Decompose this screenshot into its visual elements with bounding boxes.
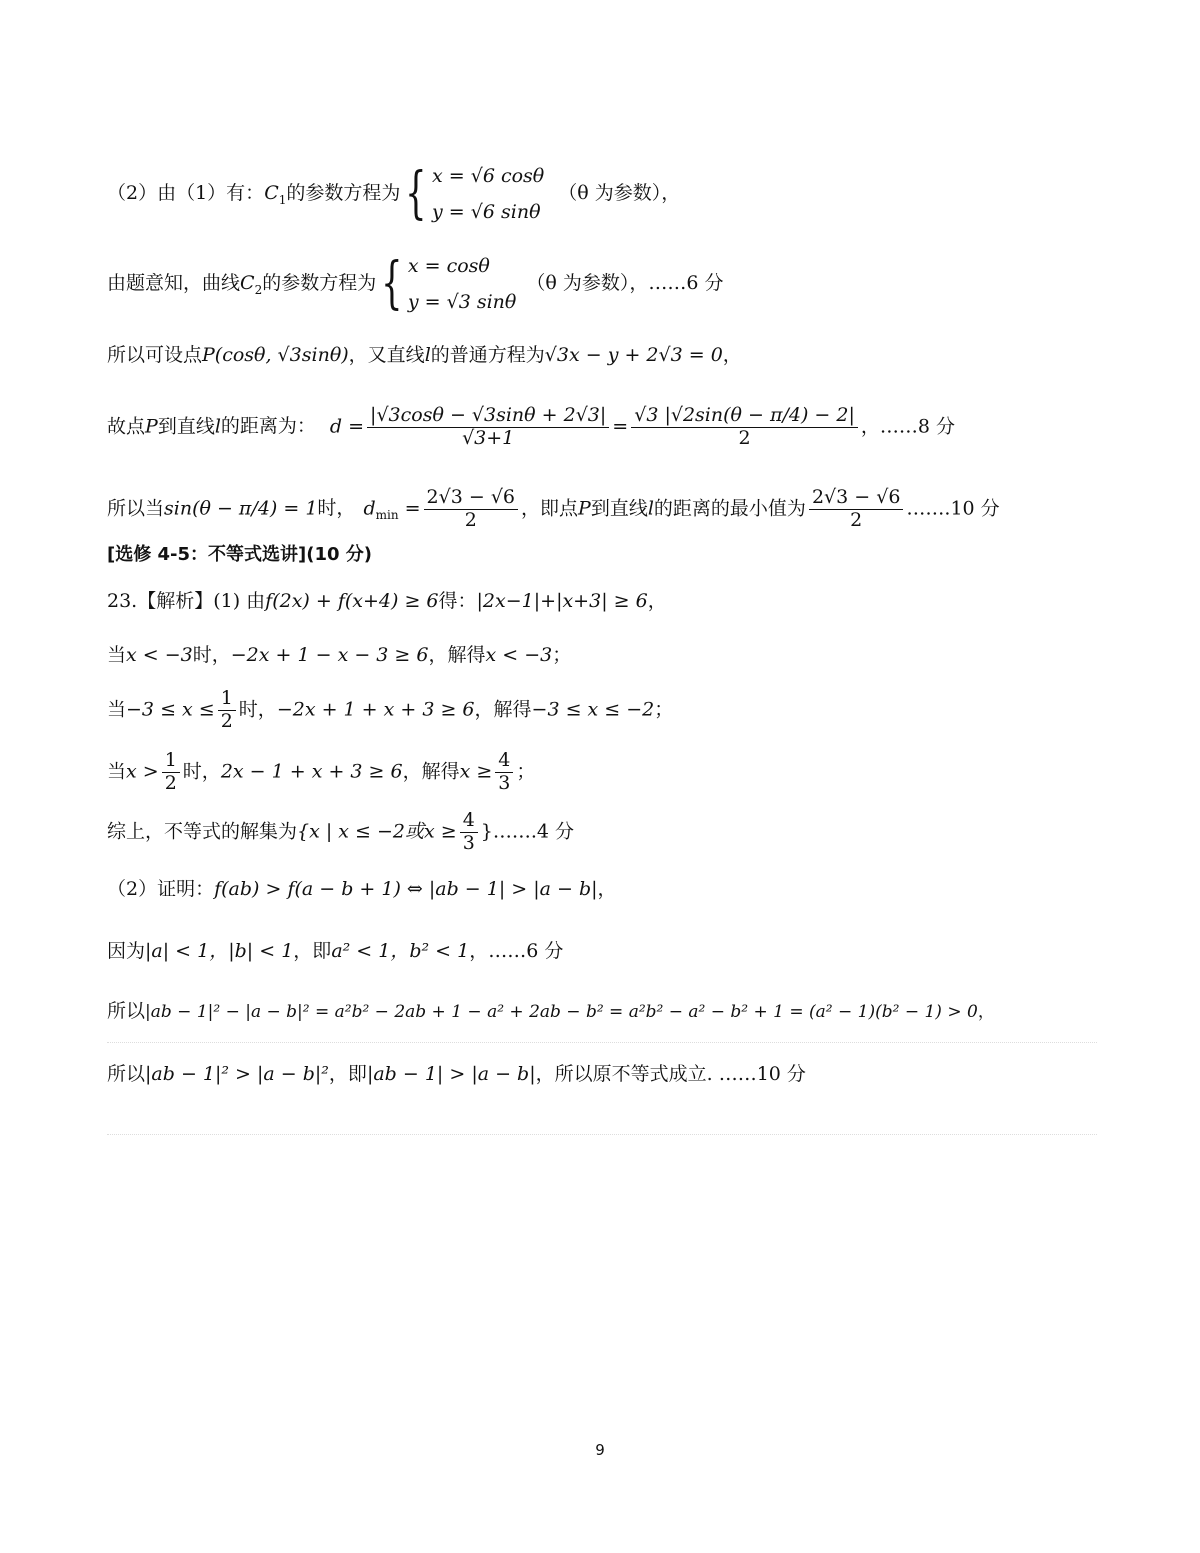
text: ，即: [328, 1063, 367, 1085]
equation: −2x + 1 − x − 3 ≥ 6: [230, 644, 429, 666]
equation: x < −3: [485, 644, 553, 666]
fraction: [424, 487, 518, 532]
text: （θ 为参数），……6 分: [526, 272, 724, 295]
text: 时，: [182, 760, 221, 783]
text: ；: [516, 760, 536, 783]
symbol-l: l: [647, 497, 654, 520]
text: 的参数方程为: [262, 272, 377, 295]
equation: −3 ≤ x ≤ −2: [531, 698, 655, 721]
numerator: |√3cosθ − √3sinθ + 2√3|: [367, 405, 609, 428]
line-q23: [107, 592, 667, 611]
denominator: 2: [738, 426, 751, 449]
equation: x >: [126, 760, 159, 783]
line-distance: [107, 405, 955, 450]
line-case-3: [107, 750, 535, 795]
text: ，: [647, 590, 667, 612]
symbol-c: C: [264, 182, 279, 205]
text: 所以可设点: [107, 344, 203, 366]
equation: sin(θ − π/4) = 1: [164, 497, 318, 520]
text: ，即点: [521, 497, 579, 520]
equation: −2x + 1 + x + 3 ≥ 6: [276, 698, 475, 721]
symbol-d: d: [363, 497, 376, 520]
numerator: 2√3 − √6: [809, 487, 903, 510]
fraction: [495, 750, 513, 795]
equation-system: [432, 158, 544, 230]
brace-icon: {: [405, 161, 427, 227]
equation: −3 ≤ x ≤: [126, 698, 215, 721]
text: ，……8 分: [860, 415, 955, 438]
equation: |a| < 1，|b| < 1: [145, 940, 294, 962]
symbol-l: l: [214, 415, 221, 438]
text: 由题意知，曲线: [107, 272, 241, 295]
equals: =: [612, 415, 629, 438]
equals: =: [398, 497, 421, 520]
text: ，又直线: [348, 344, 425, 366]
line-because: [107, 942, 563, 961]
dotted-divider: [107, 1134, 1097, 1135]
denominator: 3: [462, 831, 475, 854]
equation: 2x − 1 + x + 3 ≥ 6: [220, 760, 403, 783]
text: 当: [107, 644, 127, 666]
text: ，解得: [474, 698, 532, 721]
denominator: 2: [164, 771, 177, 794]
equation: P(cosθ, √3sinθ): [202, 344, 349, 366]
text: ，: [722, 344, 742, 366]
equation: f(2x) + f(x+4) ≥ 6: [265, 590, 439, 612]
numerator: 1: [218, 688, 236, 711]
text: 时，: [238, 698, 277, 721]
text: ；: [552, 644, 572, 666]
denominator: 2: [850, 508, 863, 531]
text: 当: [107, 760, 127, 783]
line-case-1: [107, 646, 571, 665]
text: ，即: [293, 940, 332, 962]
equation: |ab − 1|² − |a − b|² = a²b² − 2ab + 1 − a² + 2ab − b² = a²b² − a² − b² + 1 = (a² − 1)(b² − 1) > 0: [145, 1002, 978, 1022]
subscript: min: [375, 508, 399, 523]
numerator: 2√3 − √6: [424, 487, 518, 510]
text: 到直线: [590, 497, 648, 520]
text: }…….4 分: [480, 820, 575, 843]
fraction: [460, 810, 478, 855]
text: 23.【解析】(1) 由: [107, 590, 266, 612]
line-case-2: [107, 688, 673, 733]
line-point-p: [107, 346, 742, 365]
text: 的距离为：: [220, 415, 316, 438]
equation: y = √3 sinθ: [407, 291, 517, 314]
text: 故点: [107, 415, 146, 438]
line-conclusion: [107, 1065, 806, 1084]
text: ，解得: [402, 760, 460, 783]
dotted-divider: [107, 1042, 1097, 1043]
text: 所以: [107, 1000, 146, 1022]
equation: x = √6 cosθ: [432, 165, 545, 187]
text: ，: [597, 878, 617, 900]
text: …….10 分: [906, 497, 1000, 520]
text: 时，: [192, 644, 231, 666]
text: ，……6 分: [469, 940, 564, 962]
equation: y = √6 sinθ: [432, 201, 541, 224]
denominator: √3+1: [462, 426, 515, 449]
text: 到直线: [157, 415, 215, 438]
line-c2-param: [107, 248, 723, 320]
text: 所以: [107, 1063, 146, 1085]
equation: x ≥: [459, 760, 493, 783]
text: ；: [654, 698, 674, 721]
text: （θ 为参数），: [558, 182, 681, 205]
symbol-l: l: [424, 344, 431, 366]
equation: x < −3: [126, 644, 193, 666]
equation: √3x − y + 2√3 = 0: [544, 344, 723, 366]
equation: d =: [329, 415, 365, 438]
text: ，解得: [428, 644, 486, 666]
brace-icon: {: [381, 251, 403, 317]
equation: f(ab) > f(a − b + 1) ⇔ |ab − 1| > |a − b|: [214, 878, 598, 900]
fraction: [162, 750, 180, 795]
text: 的距离的最小值为: [653, 497, 806, 520]
symbol-p: P: [145, 415, 158, 438]
symbol-c: C: [240, 272, 255, 295]
symbol-p: P: [578, 497, 591, 520]
line-expansion: [107, 1002, 995, 1021]
page-number: 9: [595, 1441, 605, 1459]
subscript: 1: [278, 192, 287, 207]
text: 的普通方程为: [430, 344, 545, 366]
text: （2）证明：: [107, 878, 215, 900]
text: 当: [107, 698, 127, 721]
fraction: [631, 405, 858, 450]
equation-system: [408, 248, 516, 320]
equation: x = cosθ: [407, 255, 490, 277]
text: 得：: [438, 590, 477, 612]
subscript: 2: [254, 282, 263, 297]
numerator: √3 |√2sin(θ − π/4) − 2|: [631, 405, 858, 428]
numerator: 1: [162, 750, 180, 773]
numerator: 4: [495, 750, 513, 773]
text: 的参数方程为: [286, 182, 401, 205]
text: 综上，不等式的解集为: [107, 820, 298, 843]
equation: |ab − 1|² > |a − b|²: [145, 1063, 329, 1085]
numerator: 4: [460, 810, 478, 833]
fraction: [367, 405, 609, 450]
equation: a² < 1，b² < 1: [331, 940, 470, 962]
text: ，所以原不等式成立. ……10 分: [535, 1063, 806, 1085]
line-summary: [107, 810, 574, 855]
denominator: 2: [220, 709, 233, 732]
denominator: 2: [464, 508, 477, 531]
equation: |2x−1|+|x+3| ≥ 6: [476, 590, 648, 612]
text: （2）由（1）有：: [107, 182, 265, 205]
text: 时，: [317, 497, 356, 520]
text: ，: [977, 1002, 995, 1022]
fraction: [809, 487, 903, 532]
section-heading: [选修 4-5：不等式选讲](10 分): [107, 544, 373, 565]
line-min-distance: [107, 487, 1000, 532]
denominator: 3: [498, 771, 511, 794]
equation: |ab − 1| > |a − b|: [366, 1063, 536, 1085]
equation: {x | x ≤ −2或x ≥: [297, 820, 457, 843]
line-c1-param: [107, 158, 680, 230]
fraction: [218, 688, 236, 733]
line-part-2: [107, 880, 617, 899]
text: 所以当: [107, 497, 165, 520]
text: 因为: [107, 940, 146, 962]
